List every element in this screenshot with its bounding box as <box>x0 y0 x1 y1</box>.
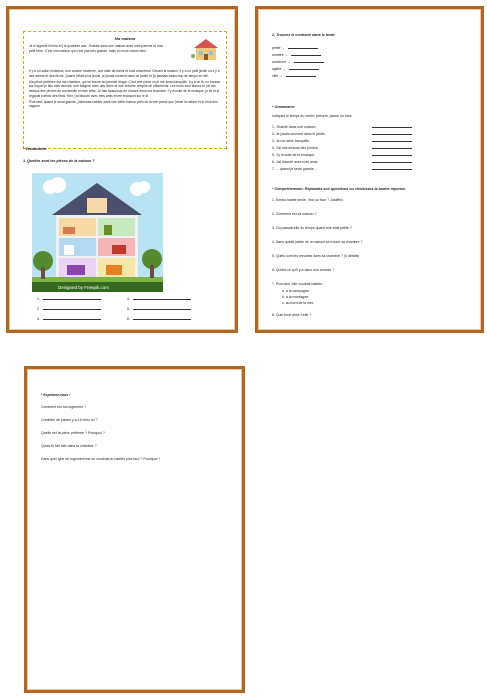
comp-question-7: 7. Plus tard, elle voudrait habiter... <box>272 282 325 286</box>
grammar-sentence: 7. ... quand je serai grande... <box>272 167 317 171</box>
answer-line <box>372 141 412 142</box>
comp-question-8: 8. Quel bruit aime-t-elle ? <box>272 313 312 317</box>
house-thumbnail-icon <box>191 37 221 61</box>
expression-question-3: Quelle est ta pièce préférée ? Pourquoi ? <box>41 431 105 435</box>
answer-line <box>133 319 191 320</box>
blank-line-2[interactable] <box>37 307 101 312</box>
blank-number-6: 6. <box>127 317 130 321</box>
grammar-answer-line-7[interactable] <box>372 167 412 172</box>
grammar-answer-line-1[interactable] <box>372 125 412 130</box>
blank-number-5: 5. <box>127 307 130 311</box>
vocab-heading: * Vocabulaire: <box>23 147 48 151</box>
blank-number-1: 1. <box>37 297 40 301</box>
story-paragraph-2: Il y a un salon lumineux, une cuisine moderne, une salle de bains et trois chambres. Devant la maison, il y a un petit jardin où il y a des arbres et des fleurs. Quand j'étais plus jeune, je jouais souvent dans ce jardin et j'y passais beaucoup de temps en été. <box>29 69 220 78</box>
grammar-item-2[interactable] <box>272 132 326 137</box>
answer-line <box>372 127 412 128</box>
comprehension-heading: * Compréhension: Répondez aux questions ou choisissez la bonne réponse. <box>272 187 407 191</box>
answer-line <box>372 162 412 163</box>
story-body <box>29 69 221 111</box>
comp-question-6: 6. Qu'est-ce qu'il y a dans son armoire ? <box>272 268 335 272</box>
grammar-answer-line-2[interactable] <box>372 132 412 137</box>
question-2-heading: 2. Trouvez le contraire dans le texte. <box>272 33 336 37</box>
grammar-sentence: 2. Je jouais souvent dans le jardin. <box>272 132 326 136</box>
grammar-answer-line-4[interactable] <box>372 146 412 151</box>
grammar-item-1[interactable] <box>272 125 316 130</box>
blank-line-4[interactable] <box>127 297 191 302</box>
grammar-sentence: 3. Je me sens tranquille. <box>272 139 310 143</box>
comp-question-3: 3. Où passait-elle du temps quand elle était petite ? <box>272 226 352 230</box>
grammar-answer-line-3[interactable] <box>372 139 412 144</box>
image-credit: Designed by Freepik.com <box>58 285 110 290</box>
opposite-item-5[interactable] <box>272 74 316 79</box>
story-intro: Je m'appelle Emma et j'ai quatorze ans. J'habite dans une maison avec mes parents et mon petit frère. C'est une maison qui n'est pas très grande, mais où nous vivons bien. <box>29 44 164 53</box>
page-1-content <box>19 19 225 320</box>
comp-question-5: 5. Quels sont les meubles dans sa chambre ? (4 détails) <box>272 254 360 258</box>
opposite-item-2[interactable] <box>272 53 321 58</box>
question-1-heading: 1. Quelles sont les pièces de la maison ? <box>23 159 95 163</box>
expression-heading: * Exprimez-vous ! <box>41 393 71 397</box>
answer-line <box>372 148 412 149</box>
worksheet-page-3 <box>24 366 245 693</box>
grammar-item-7[interactable] <box>272 167 317 172</box>
expression-question-1: Comment est ton logement ? <box>41 405 86 409</box>
comp-question-4: 4. Dans quelle partie de la maison se trouve sa chambre ? <box>272 240 363 244</box>
story-intro-block <box>29 44 164 53</box>
choice-a[interactable]: a. à la campagne. <box>282 289 310 293</box>
answer-line <box>43 309 101 310</box>
answer-line <box>288 48 318 49</box>
blank-number-3: 3. <box>37 317 40 321</box>
blank-number-2: 2. <box>37 307 40 311</box>
grammar-instruction: Indiquez le temps du verbe: présent, passé ou futur. <box>272 114 353 118</box>
story-box <box>23 31 227 149</box>
grammar-item-5[interactable] <box>272 153 315 158</box>
opposite-label: sombre → <box>272 53 289 57</box>
grammar-sentence: 1. J'habite dans une maison. <box>272 125 317 129</box>
answer-line <box>43 299 101 300</box>
story-title: Ma maison <box>114 36 136 41</box>
grammar-item-6[interactable] <box>272 160 318 165</box>
opposite-item-4[interactable] <box>272 67 319 72</box>
grammar-sentence: 4. J'ai mis dessus des photos. <box>272 146 319 150</box>
answer-line <box>286 76 316 77</box>
answer-line <box>133 309 191 310</box>
story-paragraph-3: Ma pièce préférée est ma chambre, qui se trouve au premier étage. C'est une pièce où je me sens tranquille. Il y a un lit, un bureau sur lequel je fais mes devoirs, une étagère avec des livres et une armoire remplie de vêtements. Les murs sont blancs et j'ai mis dessus des photos de ma famille et mes amis. Je fais beaucoup de choses dans ma chambre. J'y écoute de la musique, je lis et je regarde parfois des films. Hier, j'ai discuté avec mes amis et me reposant sur le lit. <box>29 79 221 98</box>
grammar-sentence: 5. J'y écoute de la musique. <box>272 153 316 157</box>
answer-line <box>372 169 412 170</box>
worksheet-page-2 <box>255 6 484 333</box>
opposite-label: ancienne → <box>272 60 291 64</box>
comp-question-1: 1. Emma habite seule. Vrai ou faux ? Justifiez. <box>272 198 344 202</box>
page-2-content <box>268 19 471 320</box>
comp-question-2: 2. Comment est sa maison ? <box>272 212 317 216</box>
answer-line <box>43 319 101 320</box>
opposite-item-1[interactable] <box>272 46 318 51</box>
house-cutaway-illustration <box>32 173 163 292</box>
blank-line-5[interactable] <box>127 307 191 312</box>
answer-line <box>289 69 319 70</box>
opposite-label: ville → <box>272 74 283 78</box>
expression-question-2: Combien de pièces y a-t-il chez toi ? <box>41 418 98 422</box>
answer-line <box>372 155 412 156</box>
choice-b[interactable]: b. à la montagne. <box>282 295 310 299</box>
opposite-item-3[interactable] <box>272 60 324 65</box>
grammar-sentence: 6. J'ai discuté avec mes amis. <box>272 160 319 164</box>
blank-line-3[interactable] <box>37 317 101 322</box>
opposite-label: agitée → <box>272 67 287 71</box>
blank-line-6[interactable] <box>127 317 191 322</box>
expression-question-5: Dans quel type de logement est où voudrais-tu habiter plus tard ? Pourquoi ? <box>41 457 161 461</box>
answer-line <box>372 134 412 135</box>
answer-line <box>133 299 191 300</box>
worksheet-page-1 <box>6 6 238 333</box>
opposite-label: petite → <box>272 46 286 50</box>
choice-c[interactable]: c. au bord de la mer. <box>282 301 314 305</box>
page-3-content <box>37 379 232 680</box>
answer-line <box>291 55 321 56</box>
grammar-item-4[interactable] <box>272 146 319 151</box>
grammar-answer-line-6[interactable] <box>372 160 412 165</box>
grammar-item-3[interactable] <box>272 139 310 144</box>
blank-line-1[interactable] <box>37 297 101 302</box>
blank-number-4: 4. <box>127 297 130 301</box>
answer-line <box>294 62 324 63</box>
grammar-heading: * Grammaire: <box>272 105 296 109</box>
expression-question-4: Qu'as-tu fait hier dans ta chambre ? <box>41 444 97 448</box>
grammar-answer-line-5[interactable] <box>372 153 412 158</box>
story-paragraph-4: Plus tard, quand je serai grande, j'aimerais habiter dans une belle maison près de la mer parce que j'aime la nature et le bruit des vagues. <box>29 99 218 109</box>
